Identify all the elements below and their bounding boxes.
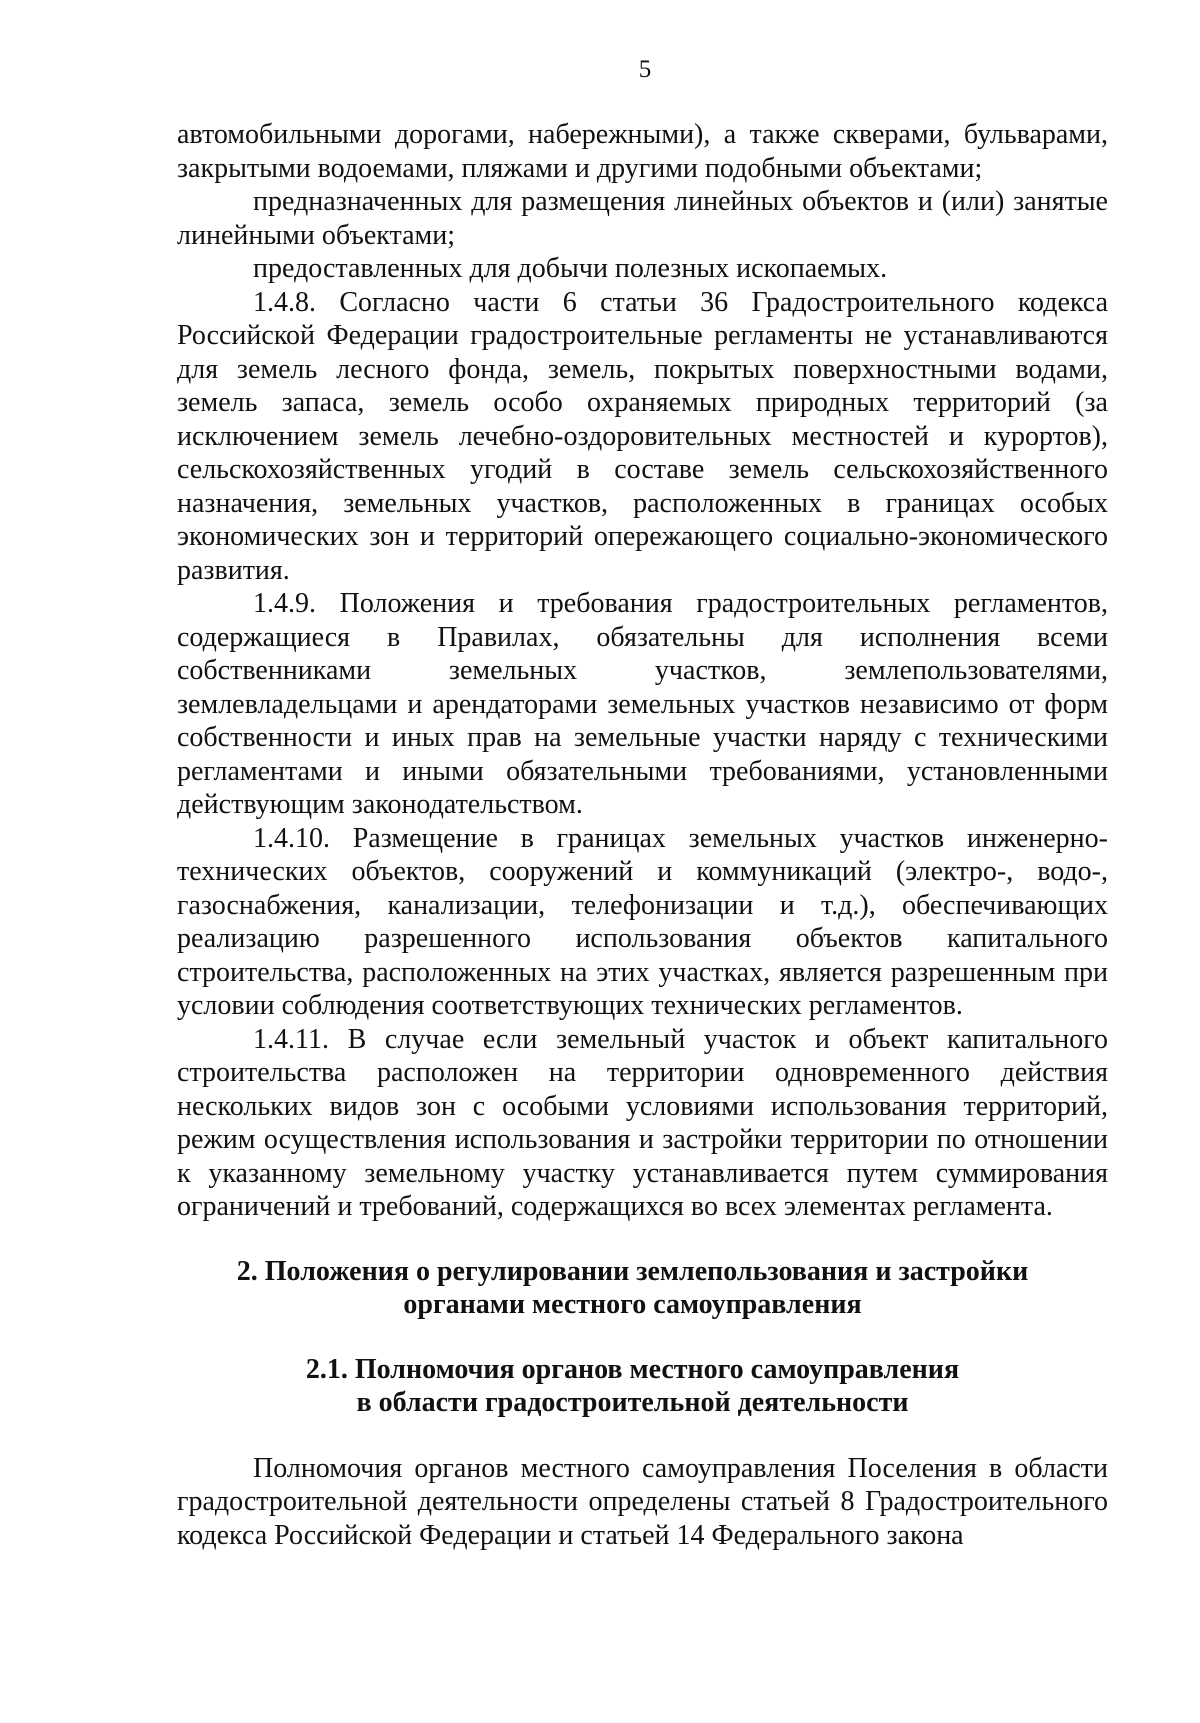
page-number: 5 <box>638 56 652 83</box>
paragraph-1-4-8: 1.4.8. Согласно части 6 статьи 36 Градостроительного кодекса Российской Федерации градостроительные регламенты не устанавливаются для земель лесного фонда, земель, покрытых поверхностными водами, земель запаса, земель особо охраняемых природных территорий (за исключением земель лечебно-оздоровительных местностей и курортов), сельскохозяйственных угодий в составе земель сельскохозяйственного назначения, земельных участков, расположенных в границах особых экономических зон и территорий опережающего социально-экономического развития. <box>177 286 1108 586</box>
document-body <box>177 118 1108 1552</box>
paragraph-1-4-9: 1.4.9. Положения и требования градостроительных регламентов, содержащиеся в Правилах, обязательны для исполнения всеми собственниками земельных участков, землепользователями, землевладельцами и арендаторами земельных участков независимо от форм собственности и иных прав на земельные участки наряду с техническими регламентами и иными обязательными требованиями, установленными действующим законодательством. <box>177 588 1108 820</box>
paragraph-linear-objects: предназначенных для размещения линейных объектов и (или) занятые линейными объектами; <box>177 186 1108 251</box>
paragraph-1-4-10: 1.4.10. Размещение в границах земельных участков инженерно-технических объектов, сооружений и коммуникаций (электро-, водо-, газоснабжения, канализации, телефонизации и т.д.), обеспечивающих реализацию разрешенного использования объектов капитального строительства, расположенных на этих участках, является разрешенным при условии соблюдения соответствующих технических регламентов. <box>177 822 1108 1021</box>
subsection-heading-line2: в области градостроительной деятельности <box>356 1387 909 1418</box>
paragraph-mineral-extraction: предоставленных для добычи полезных ископаемых. <box>253 253 888 284</box>
section-heading <box>197 1255 1068 1322</box>
section-heading-line1: 2. Положения о регулировании землепользования и застройки <box>236 1255 1029 1287</box>
section-heading-line2: органами местного самоуправления <box>403 1289 862 1320</box>
paragraph-powers: Полномочия органов местного самоуправления Поселения в области градостроительной деятельности определены статьей 8 Градостроительного кодекса Российской Федерации и статьей 14 Федерального закона <box>177 1452 1108 1551</box>
subsection-heading-line1: 2.1. Полномочия органов местного самоуправления <box>305 1353 960 1385</box>
subsection-heading <box>197 1353 1068 1420</box>
paragraph-1-4-11: 1.4.11. В случае если земельный участок и объект капитального строительства расположен на территории одновременного действия нескольких видов зон с особыми условиями использования территорий, режим осуществления использования и застройки территории по отношении к указанному земельному участку устанавливается путем суммирования ограничений и требований, содержащихся во всех элементах регламента. <box>177 1023 1108 1222</box>
paragraph-continuation: автомобильными дорогами, набережными), а также скверами, бульварами, закрытыми водоемами, пляжами и другими подобными объектами; <box>177 119 1108 184</box>
